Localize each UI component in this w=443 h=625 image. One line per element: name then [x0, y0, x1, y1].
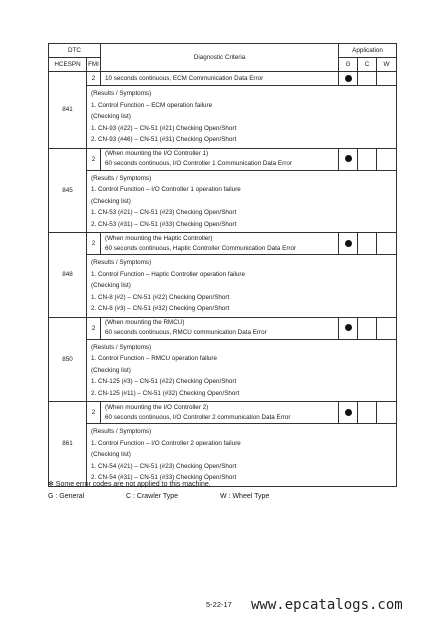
- fmi-header: FMI: [87, 58, 101, 72]
- criteria-text: (When mounting the RMCU) 60 seconds continuous, RMCU communication Data Error: [101, 317, 339, 339]
- wheel-column-header: W: [377, 58, 397, 72]
- detail-line: (Results / Symptoms): [91, 90, 152, 97]
- fmi-value: 2: [87, 148, 101, 170]
- table-row: [49, 424, 397, 487]
- detail-line: (Results / Symptoms): [91, 174, 152, 182]
- detail-line: (Checking list): [91, 113, 131, 120]
- dtc-table: [48, 43, 397, 487]
- detail-line: (Checking list): [91, 197, 131, 205]
- general-column-header: G: [339, 58, 358, 72]
- detail-line: 1. CN-53 (#21) – CN-51 (#23) Checking Open/Short: [91, 209, 237, 216]
- table-row: [49, 339, 397, 402]
- detail-line: (Checking list): [91, 366, 131, 374]
- detail-line: 1. Control Function – RMCU operation failure: [91, 355, 217, 362]
- crawler-cell: [358, 148, 377, 170]
- hcespn-code: 850: [49, 317, 87, 402]
- detail-line: (Results / Symptoms): [91, 259, 152, 266]
- details-cell: [87, 255, 397, 318]
- hcespn-code: 861: [49, 402, 87, 487]
- watermark: www.epcatalogs.com: [251, 597, 403, 613]
- detail-line: 1. CN-125 (#3) – CN-51 (#22) Checking Open/Short: [91, 378, 237, 385]
- table-row: [49, 72, 397, 86]
- table-row: [49, 402, 397, 424]
- general-dot: [339, 72, 358, 86]
- crawler-cell: [358, 317, 377, 339]
- detail-line: 2. CN-54 (#31) – CN-51 (#33) Checking Open/Short: [91, 474, 237, 481]
- dtc-header: DTC: [49, 44, 101, 58]
- diagnostic-criteria-header: Diagnostic Criteria: [101, 44, 339, 72]
- table-row: [49, 317, 397, 339]
- detail-line: 1. Control Function – Haptic Controller operation failure: [91, 270, 246, 278]
- table-row: [49, 86, 397, 149]
- detail-line: 2. CN-53 (#31) – CN-51 (#33) Checking Open/Short: [91, 220, 237, 228]
- applies-dot-icon: [345, 75, 352, 82]
- fmi-value: 2: [87, 233, 101, 255]
- crawler-cell: [358, 72, 377, 86]
- crawler-cell: [358, 233, 377, 255]
- detail-line: 2. CN-125 (#11) – CN-51 (#32) Checking Open/Short: [91, 389, 240, 397]
- applies-dot-icon: [345, 409, 352, 416]
- criteria-text: (When mounting the Haptic Controller) 60 seconds continuous, Haptic Controller Communication Data Error: [101, 233, 339, 255]
- detail-line: (Resluts / Symptoms): [91, 343, 152, 351]
- wheel-cell: [377, 402, 397, 424]
- hcespn-code: 845: [49, 148, 87, 233]
- applies-dot-icon: [345, 155, 352, 162]
- general-dot: [339, 317, 358, 339]
- legend-crawler: C : Crawler Type: [126, 493, 178, 500]
- detail-line: 1. Control Function – ECM operation failure: [91, 101, 213, 109]
- page-number: 5-22-17: [206, 600, 232, 609]
- hcespn-code: 841: [49, 72, 87, 149]
- applies-dot-icon: [345, 324, 352, 331]
- wheel-cell: [377, 148, 397, 170]
- detail-line: (Results / Symptoms): [91, 428, 152, 435]
- fmi-value: 2: [87, 317, 101, 339]
- applicability-note: ✻ Some error codes are not applied to this machine.: [48, 481, 211, 488]
- criteria-text: (When mounting the I/O Controller 2) 60 seconds continuous, I/O Controller 2 communication Data Error: [101, 402, 339, 424]
- hcespn-header: HCESPN: [49, 58, 87, 72]
- details-cell: [87, 86, 397, 149]
- details-cell: [87, 424, 397, 487]
- criteria-text: (When mounting the I/O Controller 1) 60 seconds continuous, I/O Controller 1 Communication Data Error: [101, 148, 339, 170]
- application-header: Application: [339, 44, 397, 58]
- fmi-value: 2: [87, 72, 101, 86]
- general-dot: [339, 402, 358, 424]
- general-dot: [339, 148, 358, 170]
- crawler-cell: [358, 402, 377, 424]
- wheel-cell: [377, 317, 397, 339]
- detail-line: (Checking list): [91, 282, 131, 289]
- table-row: [49, 170, 397, 233]
- legend-general: G : General: [48, 493, 85, 500]
- applies-dot-icon: [345, 240, 352, 247]
- table-row: [49, 148, 397, 170]
- fmi-value: 2: [87, 402, 101, 424]
- detail-line: 2. CN-8 (#3) – CN-51 (#32) Checking Open/Short: [91, 305, 230, 312]
- wheel-cell: [377, 72, 397, 86]
- detail-line: 1. CN-8 (#2) – CN-51 (#22) Checking Open/Short: [91, 293, 230, 301]
- detail-line: 1. Control Function – I/O Controller 1 operation failure: [91, 186, 241, 193]
- detail-line: 1. CN-54 (#21) – CN-51 (#23) Checking Open/Short: [91, 462, 237, 470]
- hcespn-code: 848: [49, 233, 87, 318]
- detail-line: 2. CN-93 (#46) – CN-51 (#31) Checking Open/Short: [91, 136, 237, 143]
- table-row: [49, 255, 397, 318]
- details-cell: [87, 339, 397, 402]
- detail-line: (Checking list): [91, 451, 131, 458]
- detail-line: 1. CN-93 (#22) – CN-51 (#21) Checking Open/Short: [91, 124, 237, 132]
- legend-wheel: W : Wheel Type: [220, 493, 270, 500]
- wheel-cell: [377, 233, 397, 255]
- crawler-column-header: C: [358, 58, 377, 72]
- details-cell: [87, 170, 397, 233]
- table-row: [49, 233, 397, 255]
- detail-line: 1. Control Function – I/O Controller 2 operation failure: [91, 439, 241, 447]
- general-dot: [339, 233, 358, 255]
- criteria-text: 10 seconds continuous, ECM Communication Data Error: [101, 72, 339, 86]
